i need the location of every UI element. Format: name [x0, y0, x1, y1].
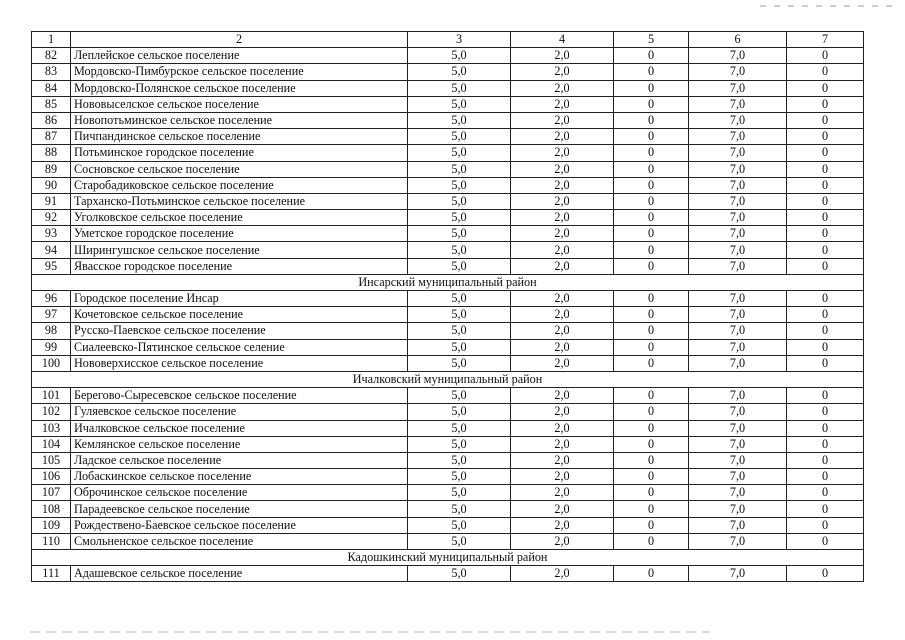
value-col-4: 2,0 — [511, 566, 614, 582]
settlement-name: Адашевское сельское поселение — [71, 566, 408, 582]
settlement-name: Тарханско-Потьминское сельское поселение — [71, 193, 408, 209]
value-col-6: 7,0 — [689, 452, 787, 468]
table-row — [32, 420, 864, 436]
settlement-name: Пичпандинское сельское поселение — [71, 129, 408, 145]
table-row — [32, 339, 864, 355]
value-col-3: 5,0 — [408, 193, 511, 209]
table-row — [32, 501, 864, 517]
value-col-7: 0 — [787, 96, 864, 112]
row-number: 93 — [32, 226, 71, 242]
row-number: 104 — [32, 436, 71, 452]
value-col-5: 0 — [614, 291, 689, 307]
value-col-5: 0 — [614, 404, 689, 420]
value-col-5: 0 — [614, 161, 689, 177]
row-number: 95 — [32, 258, 71, 274]
table-row — [32, 80, 864, 96]
value-col-3: 5,0 — [408, 355, 511, 371]
table-row — [32, 533, 864, 549]
value-col-3: 5,0 — [408, 485, 511, 501]
value-col-6: 7,0 — [689, 145, 787, 161]
settlement-name: Ладское сельское поселение — [71, 452, 408, 468]
value-col-6: 7,0 — [689, 517, 787, 533]
table-row — [32, 307, 864, 323]
value-col-3: 5,0 — [408, 388, 511, 404]
row-number: 101 — [32, 388, 71, 404]
scan-artifact-bottom — [30, 631, 710, 633]
value-col-5: 0 — [614, 501, 689, 517]
value-col-6: 7,0 — [689, 436, 787, 452]
value-col-5: 0 — [614, 420, 689, 436]
value-col-6: 7,0 — [689, 80, 787, 96]
value-col-3: 5,0 — [408, 436, 511, 452]
value-col-4: 2,0 — [511, 452, 614, 468]
header-cell: 7 — [787, 32, 864, 48]
value-col-7: 0 — [787, 436, 864, 452]
table-row — [32, 517, 864, 533]
value-col-3: 5,0 — [408, 420, 511, 436]
value-col-3: 5,0 — [408, 291, 511, 307]
value-col-3: 5,0 — [408, 404, 511, 420]
value-col-5: 0 — [614, 64, 689, 80]
value-col-7: 0 — [787, 161, 864, 177]
value-col-3: 5,0 — [408, 129, 511, 145]
table-row — [32, 242, 864, 258]
value-col-3: 5,0 — [408, 242, 511, 258]
section-header-row — [32, 274, 864, 290]
row-number: 86 — [32, 112, 71, 128]
value-col-5: 0 — [614, 80, 689, 96]
value-col-7: 0 — [787, 469, 864, 485]
value-col-7: 0 — [787, 177, 864, 193]
row-number: 87 — [32, 129, 71, 145]
row-number: 110 — [32, 533, 71, 549]
value-col-7: 0 — [787, 323, 864, 339]
value-col-5: 0 — [614, 226, 689, 242]
value-col-4: 2,0 — [511, 307, 614, 323]
value-col-4: 2,0 — [511, 210, 614, 226]
value-col-6: 7,0 — [689, 404, 787, 420]
value-col-3: 5,0 — [408, 566, 511, 582]
value-col-7: 0 — [787, 258, 864, 274]
value-col-5: 0 — [614, 323, 689, 339]
value-col-6: 7,0 — [689, 64, 787, 80]
table-row — [32, 96, 864, 112]
value-col-4: 2,0 — [511, 193, 614, 209]
row-number: 107 — [32, 485, 71, 501]
value-col-5: 0 — [614, 112, 689, 128]
value-col-3: 5,0 — [408, 226, 511, 242]
value-col-7: 0 — [787, 64, 864, 80]
value-col-6: 7,0 — [689, 112, 787, 128]
value-col-5: 0 — [614, 485, 689, 501]
value-col-3: 5,0 — [408, 469, 511, 485]
row-number: 105 — [32, 452, 71, 468]
value-col-6: 7,0 — [689, 469, 787, 485]
value-col-5: 0 — [614, 452, 689, 468]
value-col-6: 7,0 — [689, 307, 787, 323]
settlement-name: Нововерхисское сельское поселение — [71, 355, 408, 371]
value-col-6: 7,0 — [689, 533, 787, 549]
value-col-6: 7,0 — [689, 339, 787, 355]
value-col-7: 0 — [787, 517, 864, 533]
value-col-4: 2,0 — [511, 48, 614, 64]
value-col-7: 0 — [787, 404, 864, 420]
value-col-4: 2,0 — [511, 339, 614, 355]
settlement-name: Лобаскинское сельское поселение — [71, 469, 408, 485]
settlement-name: Потьминское городское поселение — [71, 145, 408, 161]
value-col-6: 7,0 — [689, 291, 787, 307]
value-col-4: 2,0 — [511, 112, 614, 128]
row-number: 85 — [32, 96, 71, 112]
header-cell: 3 — [408, 32, 511, 48]
value-col-3: 5,0 — [408, 80, 511, 96]
value-col-7: 0 — [787, 210, 864, 226]
value-col-5: 0 — [614, 210, 689, 226]
value-col-4: 2,0 — [511, 161, 614, 177]
table-row — [32, 145, 864, 161]
table-header-row — [32, 32, 864, 48]
settlement-name: Городское поселение Инсар — [71, 291, 408, 307]
value-col-7: 0 — [787, 485, 864, 501]
row-number: 82 — [32, 48, 71, 64]
value-col-6: 7,0 — [689, 96, 787, 112]
table-row — [32, 64, 864, 80]
value-col-4: 2,0 — [511, 226, 614, 242]
value-col-7: 0 — [787, 501, 864, 517]
row-number: 103 — [32, 420, 71, 436]
row-number: 90 — [32, 177, 71, 193]
value-col-5: 0 — [614, 517, 689, 533]
value-col-3: 5,0 — [408, 517, 511, 533]
row-number: 98 — [32, 323, 71, 339]
value-col-7: 0 — [787, 129, 864, 145]
value-col-6: 7,0 — [689, 129, 787, 145]
value-col-3: 5,0 — [408, 307, 511, 323]
settlement-name: Кемлянское сельское поселение — [71, 436, 408, 452]
settlement-name: Гуляевское сельское поселение — [71, 404, 408, 420]
value-col-4: 2,0 — [511, 291, 614, 307]
value-col-4: 2,0 — [511, 96, 614, 112]
settlement-name: Русско-Паевское сельское поселение — [71, 323, 408, 339]
header-cell: 5 — [614, 32, 689, 48]
settlement-name: Берегово-Сыресевское сельское поселение — [71, 388, 408, 404]
settlement-name: Ичалковское сельское поселение — [71, 420, 408, 436]
row-number: 109 — [32, 517, 71, 533]
row-number: 84 — [32, 80, 71, 96]
row-number: 91 — [32, 193, 71, 209]
table-row — [32, 48, 864, 64]
value-col-6: 7,0 — [689, 355, 787, 371]
value-col-5: 0 — [614, 307, 689, 323]
value-col-4: 2,0 — [511, 533, 614, 549]
row-number: 96 — [32, 291, 71, 307]
scan-artifact-top — [760, 5, 895, 7]
table-row — [32, 258, 864, 274]
value-col-6: 7,0 — [689, 210, 787, 226]
settlement-name: Парадеевское сельское поселение — [71, 501, 408, 517]
table-row — [32, 355, 864, 371]
value-col-7: 0 — [787, 533, 864, 549]
value-col-3: 5,0 — [408, 177, 511, 193]
value-col-6: 7,0 — [689, 177, 787, 193]
value-col-4: 2,0 — [511, 258, 614, 274]
value-col-4: 2,0 — [511, 517, 614, 533]
settlement-name: Старобадиковское сельское поселение — [71, 177, 408, 193]
table-row — [32, 210, 864, 226]
settlement-name: Кочетовское сельское поселение — [71, 307, 408, 323]
table-row — [32, 469, 864, 485]
value-col-7: 0 — [787, 242, 864, 258]
table-row — [32, 226, 864, 242]
value-col-3: 5,0 — [408, 161, 511, 177]
value-col-5: 0 — [614, 339, 689, 355]
value-col-5: 0 — [614, 145, 689, 161]
value-col-5: 0 — [614, 193, 689, 209]
section-header-row — [32, 550, 864, 566]
value-col-7: 0 — [787, 145, 864, 161]
value-col-5: 0 — [614, 469, 689, 485]
value-col-6: 7,0 — [689, 193, 787, 209]
row-number: 97 — [32, 307, 71, 323]
value-col-3: 5,0 — [408, 64, 511, 80]
value-col-7: 0 — [787, 420, 864, 436]
value-col-4: 2,0 — [511, 323, 614, 339]
value-col-3: 5,0 — [408, 258, 511, 274]
value-col-4: 2,0 — [511, 355, 614, 371]
row-number: 94 — [32, 242, 71, 258]
value-col-3: 5,0 — [408, 210, 511, 226]
value-col-5: 0 — [614, 436, 689, 452]
value-col-4: 2,0 — [511, 436, 614, 452]
table-row — [32, 161, 864, 177]
settlement-name: Уголковское сельское поселение — [71, 210, 408, 226]
value-col-4: 2,0 — [511, 388, 614, 404]
row-number: 111 — [32, 566, 71, 582]
value-col-7: 0 — [787, 291, 864, 307]
value-col-5: 0 — [614, 242, 689, 258]
table-row — [32, 129, 864, 145]
value-col-7: 0 — [787, 388, 864, 404]
table-row — [32, 404, 864, 420]
value-col-4: 2,0 — [511, 420, 614, 436]
table-row — [32, 436, 864, 452]
value-col-7: 0 — [787, 307, 864, 323]
value-col-4: 2,0 — [511, 64, 614, 80]
value-col-7: 0 — [787, 452, 864, 468]
value-col-6: 7,0 — [689, 226, 787, 242]
section-title: Инсарский муниципальный район — [32, 274, 864, 290]
value-col-6: 7,0 — [689, 242, 787, 258]
value-col-6: 7,0 — [689, 48, 787, 64]
value-col-4: 2,0 — [511, 145, 614, 161]
table-row — [32, 112, 864, 128]
table-body — [32, 32, 864, 582]
value-col-7: 0 — [787, 112, 864, 128]
settlement-name: Мордовско-Пимбурское сельское поселение — [71, 64, 408, 80]
header-cell: 6 — [689, 32, 787, 48]
table-row — [32, 323, 864, 339]
value-col-7: 0 — [787, 48, 864, 64]
value-col-5: 0 — [614, 355, 689, 371]
value-col-3: 5,0 — [408, 48, 511, 64]
table-row — [32, 177, 864, 193]
table-row — [32, 388, 864, 404]
table-row — [32, 291, 864, 307]
row-number: 100 — [32, 355, 71, 371]
settlement-name: Леплейское сельское поселение — [71, 48, 408, 64]
header-cell: 1 — [32, 32, 71, 48]
value-col-4: 2,0 — [511, 469, 614, 485]
settlement-name: Нововыселское сельское поселение — [71, 96, 408, 112]
value-col-7: 0 — [787, 339, 864, 355]
value-col-5: 0 — [614, 566, 689, 582]
value-col-7: 0 — [787, 193, 864, 209]
value-col-6: 7,0 — [689, 388, 787, 404]
data-table — [31, 31, 864, 582]
header-cell: 2 — [71, 32, 408, 48]
value-col-7: 0 — [787, 226, 864, 242]
settlement-name: Рождествено-Баевское сельское поселение — [71, 517, 408, 533]
value-col-6: 7,0 — [689, 485, 787, 501]
settlement-name: Оброчинское сельское поселение — [71, 485, 408, 501]
row-number: 102 — [32, 404, 71, 420]
value-col-3: 5,0 — [408, 323, 511, 339]
row-number: 89 — [32, 161, 71, 177]
value-col-7: 0 — [787, 80, 864, 96]
value-col-3: 5,0 — [408, 145, 511, 161]
value-col-4: 2,0 — [511, 129, 614, 145]
value-col-5: 0 — [614, 177, 689, 193]
value-col-5: 0 — [614, 96, 689, 112]
value-col-3: 5,0 — [408, 96, 511, 112]
value-col-6: 7,0 — [689, 323, 787, 339]
value-col-5: 0 — [614, 533, 689, 549]
value-col-5: 0 — [614, 48, 689, 64]
table-row — [32, 452, 864, 468]
section-title: Кадошкинский муниципальный район — [32, 550, 864, 566]
value-col-3: 5,0 — [408, 112, 511, 128]
value-col-5: 0 — [614, 129, 689, 145]
value-col-7: 0 — [787, 566, 864, 582]
row-number: 88 — [32, 145, 71, 161]
value-col-6: 7,0 — [689, 501, 787, 517]
section-header-row — [32, 371, 864, 387]
value-col-4: 2,0 — [511, 177, 614, 193]
row-number: 92 — [32, 210, 71, 226]
value-col-6: 7,0 — [689, 566, 787, 582]
header-cell: 4 — [511, 32, 614, 48]
section-title: Ичалковский муниципальный район — [32, 371, 864, 387]
value-col-4: 2,0 — [511, 80, 614, 96]
settlement-name: Уметское городское поселение — [71, 226, 408, 242]
row-number: 99 — [32, 339, 71, 355]
settlement-name: Мордовско-Полянское сельское поселение — [71, 80, 408, 96]
settlement-name: Сиалеевско-Пятинское сельское селение — [71, 339, 408, 355]
settlement-name: Явасское городское поселение — [71, 258, 408, 274]
table-row — [32, 485, 864, 501]
value-col-3: 5,0 — [408, 452, 511, 468]
table-row — [32, 566, 864, 582]
table-row — [32, 193, 864, 209]
settlement-name: Сосновское сельское поселение — [71, 161, 408, 177]
value-col-3: 5,0 — [408, 339, 511, 355]
value-col-5: 0 — [614, 258, 689, 274]
settlement-name: Смольненское сельское поселение — [71, 533, 408, 549]
value-col-3: 5,0 — [408, 501, 511, 517]
row-number: 83 — [32, 64, 71, 80]
value-col-4: 2,0 — [511, 485, 614, 501]
value-col-5: 0 — [614, 388, 689, 404]
value-col-6: 7,0 — [689, 161, 787, 177]
settlement-name: Ширингушское сельское поселение — [71, 242, 408, 258]
value-col-4: 2,0 — [511, 501, 614, 517]
value-col-4: 2,0 — [511, 242, 614, 258]
row-number: 108 — [32, 501, 71, 517]
row-number: 106 — [32, 469, 71, 485]
settlement-name: Новопотьминское сельское поселение — [71, 112, 408, 128]
value-col-6: 7,0 — [689, 258, 787, 274]
value-col-4: 2,0 — [511, 404, 614, 420]
value-col-3: 5,0 — [408, 533, 511, 549]
value-col-7: 0 — [787, 355, 864, 371]
value-col-6: 7,0 — [689, 420, 787, 436]
